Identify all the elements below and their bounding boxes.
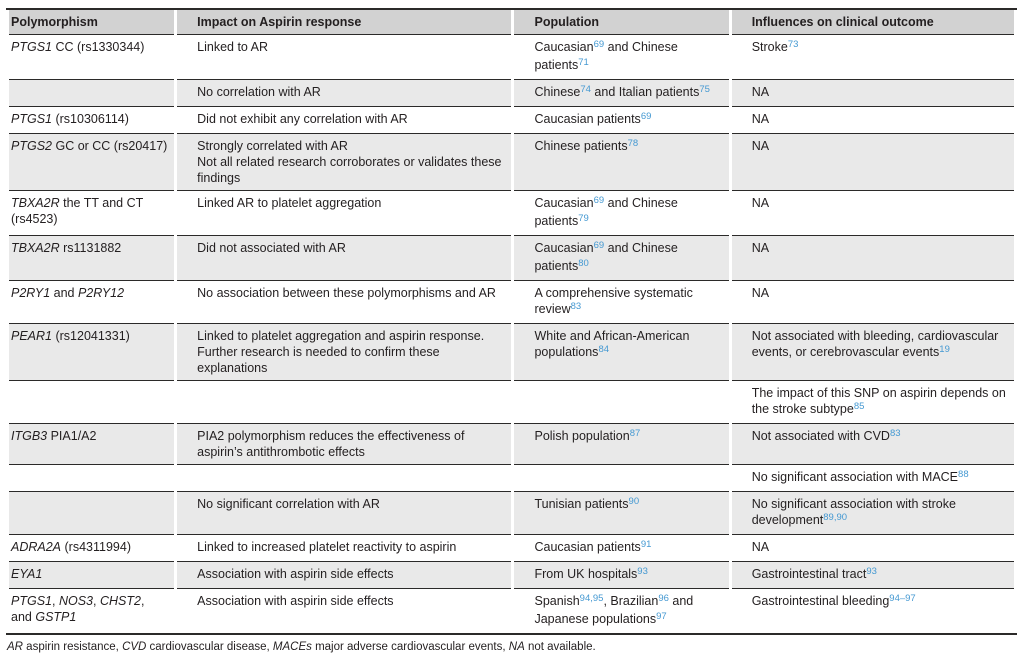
- citation-superscript: 94–97: [889, 593, 916, 604]
- cell-text: Caucasian: [534, 196, 594, 210]
- cell-population: [514, 381, 728, 424]
- cell-text: and Chinese patients: [534, 40, 678, 72]
- cell-polymorphism: [9, 281, 174, 324]
- cell-polymorphism: [9, 107, 174, 134]
- cell-text: Association with aspirin side effects: [197, 594, 394, 608]
- cell-text: aspirin resistance,: [22, 641, 123, 653]
- citation-superscript: 83: [889, 428, 901, 439]
- table-body: [9, 35, 1014, 633]
- cell-outcome: [732, 281, 1014, 324]
- cell-population: [514, 424, 728, 465]
- cell-text: White and African-American populations: [534, 329, 690, 359]
- cell-outcome: [732, 465, 1014, 492]
- citation-superscript: 69: [593, 240, 605, 251]
- citation-superscript: 79: [578, 213, 589, 224]
- cell-impact: [177, 424, 511, 465]
- cell-polymorphism: [9, 424, 174, 465]
- cell-text: NA: [751, 540, 770, 554]
- cell-polymorphism: [9, 465, 174, 492]
- citation-superscript: 71: [578, 57, 589, 68]
- cell-polymorphism: [9, 35, 174, 80]
- cell-text: Tunisian patients: [534, 497, 629, 511]
- cell-population: [514, 535, 728, 562]
- citation-superscript: 69: [640, 111, 652, 122]
- cell-text: NA: [751, 85, 770, 99]
- cell-outcome: [732, 562, 1014, 589]
- citation-superscript: 90: [628, 496, 640, 507]
- cell-polymorphism: [9, 535, 174, 562]
- cell-text: Association with aspirin side effects: [197, 567, 394, 581]
- cell-text: ,: [52, 594, 59, 608]
- cell-text: Linked to platelet aggregation and aspirin response. Further research is needed to confirm these explanations: [197, 329, 485, 375]
- table-row: [9, 134, 1014, 191]
- cell-text: Spanish: [534, 594, 580, 608]
- cell-outcome: [732, 80, 1014, 107]
- cell-text: No association between these polymorphisms and AR: [197, 286, 496, 300]
- citation-superscript: 75: [699, 84, 710, 95]
- column-header-polymorphism: Polymorphism: [9, 10, 174, 35]
- cell-outcome: [732, 589, 1014, 633]
- cell-text: Did not associated with AR: [197, 241, 346, 255]
- table-row: [9, 424, 1014, 465]
- cell-text: NA: [751, 241, 770, 255]
- cell-population: [514, 107, 728, 134]
- cell-impact: [177, 324, 511, 381]
- citation-superscript: 87: [629, 428, 641, 439]
- table-row: [9, 381, 1014, 424]
- table-row: [9, 107, 1014, 134]
- cell-impact: [177, 535, 511, 562]
- cell-impact: [177, 492, 511, 535]
- citation-superscript: 94,95: [579, 593, 604, 604]
- cell-text: NA: [751, 286, 770, 300]
- cell-text: Gastrointestinal tract: [751, 567, 867, 581]
- cell-impact: [177, 562, 511, 589]
- table-row: [9, 324, 1014, 381]
- cell-text: NA: [751, 196, 770, 210]
- table-row: [9, 589, 1014, 633]
- cell-outcome: [732, 35, 1014, 80]
- cell-population: [514, 35, 728, 80]
- cell-outcome: [732, 107, 1014, 134]
- gene-name-text: TBXA2R: [11, 241, 60, 255]
- cell-text: Caucasian: [534, 40, 594, 54]
- cell-text: Not associated with bleeding, cardiovascular events, or cerebrovascular events: [751, 329, 999, 359]
- gene-name-text: CVD: [122, 641, 147, 653]
- table-row: [9, 562, 1014, 589]
- cell-text: PIA1/A2: [47, 429, 97, 443]
- citation-superscript: 96: [658, 593, 669, 604]
- cell-polymorphism: [9, 589, 174, 633]
- cell-text: and Japanese populations: [534, 594, 694, 626]
- cell-text: Caucasian patients: [534, 112, 641, 126]
- cell-text: (rs12041331): [52, 329, 130, 343]
- gene-name-text: TBXA2R: [11, 196, 60, 210]
- gene-name-text: P2RY12: [77, 286, 125, 300]
- cell-text: Linked AR to platelet aggregation: [197, 196, 382, 210]
- cell-text: A comprehensive systematic review: [534, 286, 693, 316]
- table-row: [9, 492, 1014, 535]
- cell-population: [514, 281, 728, 324]
- cell-text: and Italian patients: [590, 85, 700, 99]
- cell-text: ,: [93, 594, 100, 608]
- gene-name-text: NOS3: [58, 594, 93, 608]
- cell-population: [514, 191, 728, 236]
- cell-impact: [177, 589, 511, 633]
- header-row: [9, 10, 1014, 35]
- cell-population: [514, 562, 728, 589]
- gene-name-text: PTGS1: [11, 594, 52, 608]
- cell-text: Not associated with CVD: [751, 429, 890, 443]
- cell-population: [514, 492, 728, 535]
- citation-superscript: 89,90: [823, 512, 848, 523]
- cell-text: (rs10306114): [52, 112, 129, 126]
- cell-text: No significant correlation with AR: [197, 497, 380, 511]
- citation-superscript: 85: [853, 401, 865, 412]
- gene-name-text: AR: [7, 641, 23, 653]
- table-row: [9, 236, 1014, 281]
- cell-text: Stroke: [751, 40, 788, 54]
- gene-name-text: PTGS2: [11, 139, 52, 153]
- cell-impact: [177, 80, 511, 107]
- cell-outcome: [732, 381, 1014, 424]
- cell-text: cardiovascular disease,: [146, 641, 273, 653]
- cell-text: , and: [11, 594, 145, 624]
- cell-text: Chinese patients: [534, 139, 628, 153]
- cell-outcome: [732, 535, 1014, 562]
- cell-polymorphism: [9, 562, 174, 589]
- cell-text: and Chinese patients: [534, 241, 678, 273]
- cell-population: [514, 134, 728, 191]
- table-row: [9, 191, 1014, 236]
- citation-superscript: 93: [866, 566, 877, 577]
- cell-text: NA: [751, 112, 770, 126]
- gene-name-text: ADRA2A: [11, 540, 62, 554]
- polymorphism-table: [6, 10, 1017, 633]
- gene-name-text: PEAR1: [11, 329, 52, 343]
- cell-text: Strongly correlated with AR: [197, 139, 348, 153]
- cell-impact: [177, 191, 511, 236]
- cell-text: No significant association with stroke development: [751, 497, 956, 527]
- gene-name-text: EYA1: [11, 567, 43, 581]
- citation-superscript: 93: [637, 566, 648, 577]
- cell-impact: [177, 35, 511, 80]
- cell-text: not available.: [524, 641, 596, 653]
- table-row: [9, 35, 1014, 80]
- gene-name-text: GSTP1: [35, 610, 77, 624]
- cell-text: No correlation with AR: [197, 85, 321, 99]
- cell-impact: [177, 107, 511, 134]
- gene-name-text: PTGS1: [11, 40, 52, 54]
- cell-impact: [177, 236, 511, 281]
- table-footnote: [6, 635, 1018, 654]
- cell-polymorphism: [9, 324, 174, 381]
- cell-population: [514, 236, 728, 281]
- cell-polymorphism: [9, 381, 174, 424]
- gene-name-text: P2RY1: [11, 286, 51, 300]
- cell-text: From UK hospitals: [534, 567, 638, 581]
- cell-text: Caucasian patients: [534, 540, 641, 554]
- citation-superscript: 88: [958, 469, 969, 480]
- cell-text: Did not exhibit any correlation with AR: [197, 112, 408, 126]
- cell-polymorphism: [9, 134, 174, 191]
- cell-outcome: [732, 492, 1014, 535]
- gene-name-text: MACEs: [272, 641, 312, 653]
- cell-text: Not all related research corroborates or validates these findings: [197, 155, 502, 185]
- citation-superscript: 80: [578, 258, 589, 269]
- gene-name-text: PTGS1: [11, 112, 52, 126]
- table-row: [9, 281, 1014, 324]
- citation-superscript: 69: [593, 39, 605, 50]
- cell-text: Linked to AR: [197, 40, 269, 54]
- gene-name-text: CHST2: [99, 594, 141, 608]
- citation-superscript: 91: [640, 539, 652, 550]
- cell-text: NA: [751, 139, 770, 153]
- citation-superscript: 74: [580, 84, 591, 95]
- cell-population: [514, 589, 728, 633]
- cell-text: and Chinese patients: [534, 196, 678, 228]
- table-row: [9, 465, 1014, 492]
- citation-superscript: 84: [598, 344, 610, 355]
- cell-text: rs1131882: [59, 241, 122, 255]
- cell-impact: [177, 134, 511, 191]
- cell-text: , Brazilian: [603, 594, 659, 608]
- citation-superscript: 69: [593, 195, 605, 206]
- polymorphism-table-wrap: [6, 8, 1017, 635]
- cell-text: No significant association with MACE: [751, 470, 959, 484]
- gene-name-text: NA: [508, 641, 525, 653]
- column-header-impact: Impact on Aspirin response: [177, 10, 511, 35]
- cell-text: Chinese: [534, 85, 581, 99]
- cell-text: and: [50, 286, 78, 300]
- cell-text: PIA2 polymorphism reduces the effectiveness of aspirin’s antithrombotic effects: [197, 429, 465, 459]
- cell-polymorphism: [9, 191, 174, 236]
- cell-population: [514, 324, 728, 381]
- cell-text: Caucasian: [534, 241, 594, 255]
- cell-outcome: [732, 191, 1014, 236]
- cell-outcome: [732, 424, 1014, 465]
- cell-impact: [177, 465, 511, 492]
- cell-text: the TT and CT (rs4523): [11, 196, 144, 226]
- cell-impact: [177, 381, 511, 424]
- column-header-outcome: Influences on clinical outcome: [732, 10, 1014, 35]
- cell-text: Linked to increased platelet reactivity to aspirin: [197, 540, 457, 554]
- cell-text: The impact of this SNP on aspirin depends on the stroke subtype: [751, 386, 1006, 416]
- cell-outcome: [732, 324, 1014, 381]
- citation-superscript: 78: [627, 138, 639, 149]
- cell-polymorphism: [9, 236, 174, 281]
- citation-superscript: 97: [656, 611, 667, 622]
- cell-text: CC (rs1330344): [52, 40, 145, 54]
- cell-text: Polish population: [534, 429, 630, 443]
- citation-superscript: 83: [570, 301, 582, 312]
- gene-name-text: ITGB3: [11, 429, 48, 443]
- cell-population: [514, 80, 728, 107]
- cell-text: (rs4311994): [61, 540, 131, 554]
- cell-impact: [177, 281, 511, 324]
- table-row: [9, 80, 1014, 107]
- cell-polymorphism: [9, 492, 174, 535]
- cell-text: Gastrointestinal bleeding: [751, 594, 890, 608]
- cell-outcome: [732, 236, 1014, 281]
- cell-text: major adverse cardiovascular events,: [311, 641, 509, 653]
- cell-text: GC or CC (rs20417): [52, 139, 168, 153]
- citation-superscript: 19: [939, 344, 950, 355]
- cell-outcome: [732, 134, 1014, 191]
- column-header-population: Population: [514, 10, 728, 35]
- table-row: [9, 535, 1014, 562]
- cell-population: [514, 465, 728, 492]
- cell-polymorphism: [9, 80, 174, 107]
- citation-superscript: 73: [787, 39, 799, 50]
